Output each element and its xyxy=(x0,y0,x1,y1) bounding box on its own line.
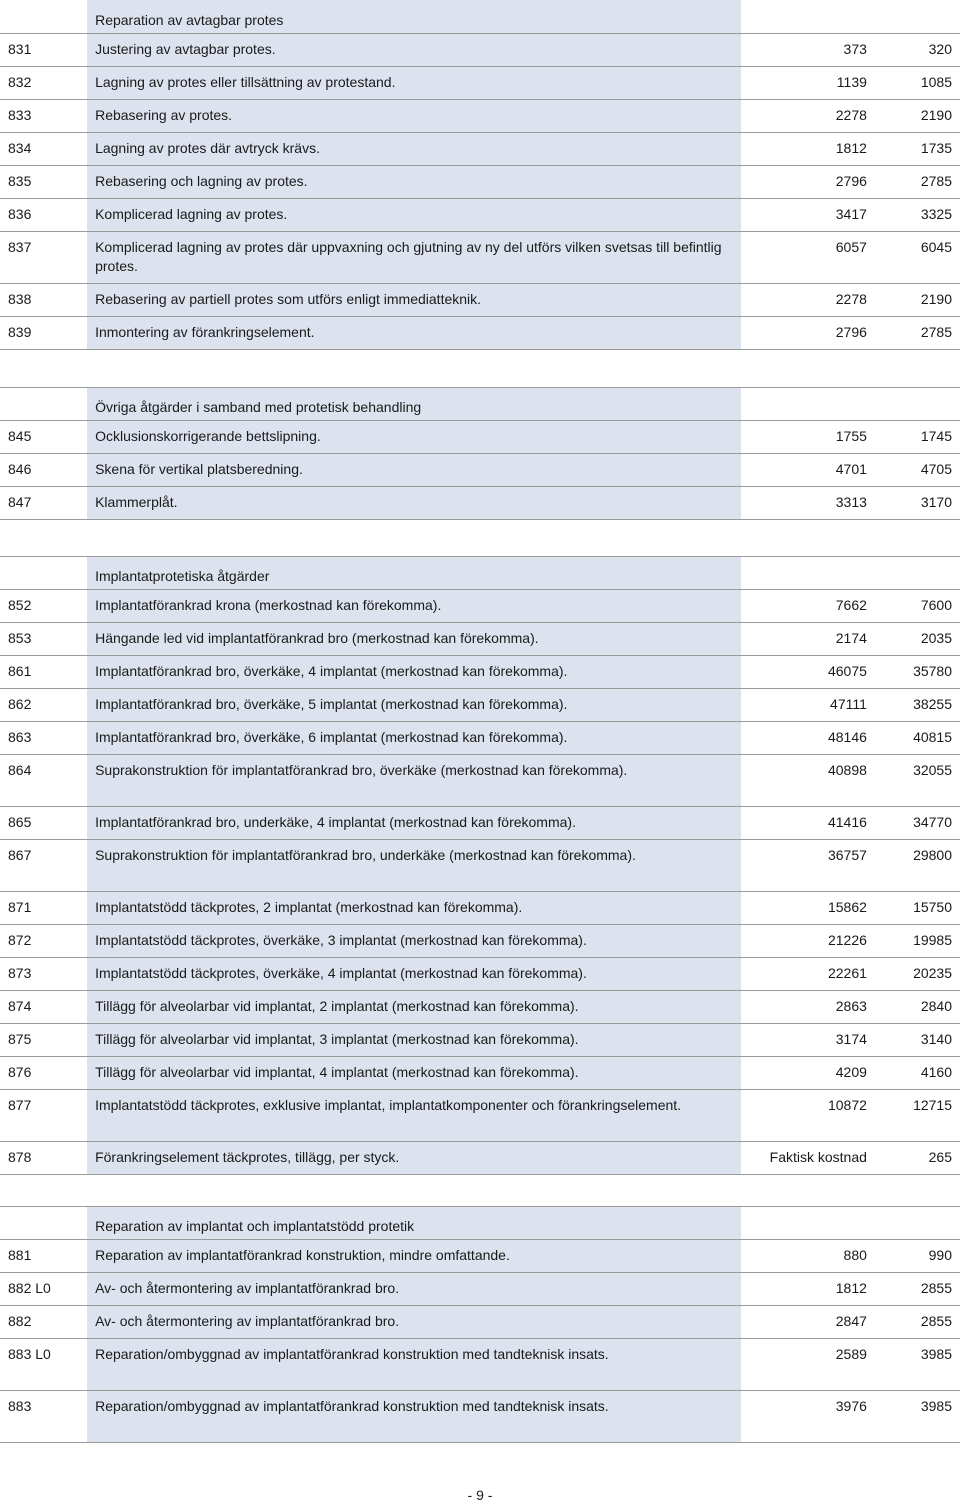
item-code: 836 xyxy=(0,198,87,231)
price-value-1: Faktisk kostnad xyxy=(741,1142,875,1175)
section-table-implantatprotetiska xyxy=(0,556,960,1175)
item-code: 865 xyxy=(0,807,87,840)
item-description: Rebasering av protes. xyxy=(87,99,741,132)
price-value-2: 3325 xyxy=(875,198,960,231)
price-value-2: 34770 xyxy=(875,807,960,840)
item-description: Inmontering av förankringselement. xyxy=(87,316,741,349)
price-value-2: 2855 xyxy=(875,1273,960,1306)
item-description: Hängande led vid implantatförankrad bro (merkostnad kan förekomma). xyxy=(87,623,741,656)
price-value-2: 3985 xyxy=(875,1391,960,1443)
item-description: Implantatstödd täckprotes, 2 implantat (merkostnad kan förekomma). xyxy=(87,892,741,925)
item-description: Implantatförankrad bro, överkäke, 4 implantat (merkostnad kan förekomma). xyxy=(87,656,741,689)
price-value-2: 265 xyxy=(875,1142,960,1175)
table-row xyxy=(0,892,960,925)
price-value-2: 40815 xyxy=(875,722,960,755)
section-header-row xyxy=(0,557,960,590)
price-value-2: 1735 xyxy=(875,132,960,165)
price-value-1: 7662 xyxy=(741,590,875,623)
item-code: 876 xyxy=(0,1057,87,1090)
section-title: Implantatprotetiska åtgärder xyxy=(87,557,741,590)
item-code: 834 xyxy=(0,132,87,165)
price-value-1: 48146 xyxy=(741,722,875,755)
item-code: 874 xyxy=(0,991,87,1024)
table-row xyxy=(0,1339,960,1391)
item-description: Implantatstödd täckprotes, överkäke, 4 implantat (merkostnad kan förekomma). xyxy=(87,958,741,991)
price-value-1: 4209 xyxy=(741,1057,875,1090)
item-code: 864 xyxy=(0,755,87,807)
item-description: Lagning av protes eller tillsättning av protestand. xyxy=(87,66,741,99)
item-description: Av- och återmontering av implantatförankrad bro. xyxy=(87,1306,741,1339)
price-value-2: 2785 xyxy=(875,165,960,198)
item-code: 839 xyxy=(0,316,87,349)
item-code: 846 xyxy=(0,454,87,487)
table-row xyxy=(0,1142,960,1175)
price-value-1: 2278 xyxy=(741,283,875,316)
item-description: Tillägg för alveolarbar vid implantat, 4 implantat (merkostnad kan förekomma). xyxy=(87,1057,741,1090)
item-description: Reparation/ombyggnad av implantatförankrad konstruktion med tandteknisk insats. xyxy=(87,1339,741,1391)
price-value-1: 1812 xyxy=(741,1273,875,1306)
item-description: Förankringselement täckprotes, tillägg, per styck. xyxy=(87,1142,741,1175)
price-value-1: 2847 xyxy=(741,1306,875,1339)
price-value-2: 32055 xyxy=(875,755,960,807)
price-value-2: 2035 xyxy=(875,623,960,656)
item-code: 852 xyxy=(0,590,87,623)
table-row xyxy=(0,1024,960,1057)
table-row xyxy=(0,925,960,958)
item-code: 871 xyxy=(0,892,87,925)
table-row xyxy=(0,454,960,487)
price-value-1: 21226 xyxy=(741,925,875,958)
table-row xyxy=(0,958,960,991)
price-value-1: 1755 xyxy=(741,421,875,454)
table-row xyxy=(0,99,960,132)
price-value-1: 373 xyxy=(741,33,875,66)
price-value-2: 2855 xyxy=(875,1306,960,1339)
item-code: 831 xyxy=(0,33,87,66)
item-code: 875 xyxy=(0,1024,87,1057)
item-code: 861 xyxy=(0,656,87,689)
section-title: Övriga åtgärder i samband med protetisk behandling xyxy=(87,388,741,421)
table-row xyxy=(0,132,960,165)
price-value-1: 2174 xyxy=(741,623,875,656)
price-value-1: 3417 xyxy=(741,198,875,231)
item-code: 862 xyxy=(0,689,87,722)
price-value-1: 880 xyxy=(741,1240,875,1273)
table-row xyxy=(0,1391,960,1443)
item-description: Reparation av implantatförankrad konstruktion, mindre omfattande. xyxy=(87,1240,741,1273)
item-description: Lagning av protes där avtryck krävs. xyxy=(87,132,741,165)
item-code: 872 xyxy=(0,925,87,958)
price-value-1: 2278 xyxy=(741,99,875,132)
table-row xyxy=(0,656,960,689)
item-description: Implantatförankrad bro, överkäke, 6 implantat (merkostnad kan förekomma). xyxy=(87,722,741,755)
price-value-2: 15750 xyxy=(875,892,960,925)
price-value-2: 38255 xyxy=(875,689,960,722)
section-table-avtagbar-protes xyxy=(0,0,960,350)
item-code: 882 L0 xyxy=(0,1273,87,1306)
price-value-1: 6057 xyxy=(741,231,875,283)
item-description: Suprakonstruktion för implantatförankrad bro, underkäke (merkostnad kan förekomma). xyxy=(87,840,741,892)
price-value-1: 3313 xyxy=(741,487,875,520)
price-value-1: 3174 xyxy=(741,1024,875,1057)
price-value-2: 1085 xyxy=(875,66,960,99)
price-value-2: 4160 xyxy=(875,1057,960,1090)
item-description: Implantatförankrad bro, underkäke, 4 implantat (merkostnad kan förekomma). xyxy=(87,807,741,840)
item-code: 832 xyxy=(0,66,87,99)
item-code: 883 xyxy=(0,1391,87,1443)
table-row xyxy=(0,165,960,198)
item-description: Implantatstödd täckprotes, överkäke, 3 implantat (merkostnad kan förekomma). xyxy=(87,925,741,958)
table-row xyxy=(0,755,960,807)
price-value-1: 41416 xyxy=(741,807,875,840)
price-value-2: 12715 xyxy=(875,1090,960,1142)
item-description: Av- och återmontering av implantatförankrad bro. xyxy=(87,1273,741,1306)
price-value-2: 1745 xyxy=(875,421,960,454)
price-value-2: 3170 xyxy=(875,487,960,520)
price-value-2: 4705 xyxy=(875,454,960,487)
item-code: 863 xyxy=(0,722,87,755)
price-value-1: 2796 xyxy=(741,165,875,198)
item-description: Skena för vertikal platsberedning. xyxy=(87,454,741,487)
item-description: Rebasering av partiell protes som utförs enligt immediatteknik. xyxy=(87,283,741,316)
price-value-2: 2840 xyxy=(875,991,960,1024)
item-description: Tillägg för alveolarbar vid implantat, 2 implantat (merkostnad kan förekomma). xyxy=(87,991,741,1024)
item-description: Rebasering och lagning av protes. xyxy=(87,165,741,198)
price-value-2: 7600 xyxy=(875,590,960,623)
item-code: 883 L0 xyxy=(0,1339,87,1391)
item-description: Reparation/ombyggnad av implantatförankrad konstruktion med tandteknisk insats. xyxy=(87,1391,741,1443)
item-description: Ocklusionskorrigerande bettslipning. xyxy=(87,421,741,454)
item-description: Klammerplåt. xyxy=(87,487,741,520)
item-description: Implantatförankrad bro, överkäke, 5 implantat (merkostnad kan förekomma). xyxy=(87,689,741,722)
table-row xyxy=(0,231,960,283)
item-code: 835 xyxy=(0,165,87,198)
item-description: Komplicerad lagning av protes där uppvaxning och gjutning av ny del utförs vilken svetsas till befintlig protes. xyxy=(87,231,741,283)
price-value-2: 35780 xyxy=(875,656,960,689)
price-value-2: 320 xyxy=(875,33,960,66)
price-value-2: 20235 xyxy=(875,958,960,991)
table-row xyxy=(0,198,960,231)
price-value-2: 2190 xyxy=(875,99,960,132)
item-description: Komplicerad lagning av protes. xyxy=(87,198,741,231)
page-number: - 9 - xyxy=(467,1487,493,1503)
table-row xyxy=(0,840,960,892)
item-code: 877 xyxy=(0,1090,87,1142)
table-row xyxy=(0,623,960,656)
table-row xyxy=(0,1057,960,1090)
table-row xyxy=(0,590,960,623)
price-value-1: 1139 xyxy=(741,66,875,99)
table-row xyxy=(0,66,960,99)
price-value-1: 22261 xyxy=(741,958,875,991)
item-code: 882 xyxy=(0,1306,87,1339)
table-row xyxy=(0,316,960,349)
price-value-1: 15862 xyxy=(741,892,875,925)
table-row xyxy=(0,991,960,1024)
item-code: 873 xyxy=(0,958,87,991)
item-code: 867 xyxy=(0,840,87,892)
table-row xyxy=(0,722,960,755)
price-value-1: 10872 xyxy=(741,1090,875,1142)
price-value-1: 2863 xyxy=(741,991,875,1024)
price-value-1: 2796 xyxy=(741,316,875,349)
section-title: Reparation av implantat och implantatstödd protetik xyxy=(87,1207,741,1240)
item-code: 847 xyxy=(0,487,87,520)
table-row xyxy=(0,807,960,840)
table-row xyxy=(0,33,960,66)
item-description: Implantatförankrad krona (merkostnad kan förekomma). xyxy=(87,590,741,623)
item-description: Suprakonstruktion för implantatförankrad bro, överkäke (merkostnad kan förekomma). xyxy=(87,755,741,807)
table-row xyxy=(0,283,960,316)
table-row xyxy=(0,487,960,520)
price-value-2: 3140 xyxy=(875,1024,960,1057)
table-row xyxy=(0,1273,960,1306)
item-code: 845 xyxy=(0,421,87,454)
price-value-2: 19985 xyxy=(875,925,960,958)
table-row xyxy=(0,1306,960,1339)
section-table-ovriga-atgarder xyxy=(0,387,960,520)
price-value-1: 3976 xyxy=(741,1391,875,1443)
price-value-2: 29800 xyxy=(875,840,960,892)
price-value-1: 47111 xyxy=(741,689,875,722)
price-value-2: 3985 xyxy=(875,1339,960,1391)
table-row xyxy=(0,1090,960,1142)
item-code: 833 xyxy=(0,99,87,132)
item-code: 853 xyxy=(0,623,87,656)
price-value-2: 990 xyxy=(875,1240,960,1273)
item-description: Implantatstödd täckprotes, exklusive implantat, implantatkomponenter och förankringselement. xyxy=(87,1090,741,1142)
item-code: 838 xyxy=(0,283,87,316)
price-value-2: 2785 xyxy=(875,316,960,349)
price-value-2: 2190 xyxy=(875,283,960,316)
price-value-1: 46075 xyxy=(741,656,875,689)
item-code: 837 xyxy=(0,231,87,283)
item-description: Justering av avtagbar protes. xyxy=(87,33,741,66)
price-value-1: 4701 xyxy=(741,454,875,487)
section-header-row xyxy=(0,388,960,421)
table-row xyxy=(0,421,960,454)
section-table-reparation-implantat xyxy=(0,1206,960,1443)
section-title: Reparation av avtagbar protes xyxy=(87,0,741,33)
item-description: Tillägg för alveolarbar vid implantat, 3 implantat (merkostnad kan förekomma). xyxy=(87,1024,741,1057)
price-value-1: 40898 xyxy=(741,755,875,807)
price-value-2: 6045 xyxy=(875,231,960,283)
price-value-1: 2589 xyxy=(741,1339,875,1391)
table-row xyxy=(0,1240,960,1273)
item-code: 881 xyxy=(0,1240,87,1273)
section-header-row xyxy=(0,1207,960,1240)
table-row xyxy=(0,689,960,722)
price-value-1: 36757 xyxy=(741,840,875,892)
price-value-1: 1812 xyxy=(741,132,875,165)
item-code: 878 xyxy=(0,1142,87,1175)
section-header-row xyxy=(0,0,960,33)
